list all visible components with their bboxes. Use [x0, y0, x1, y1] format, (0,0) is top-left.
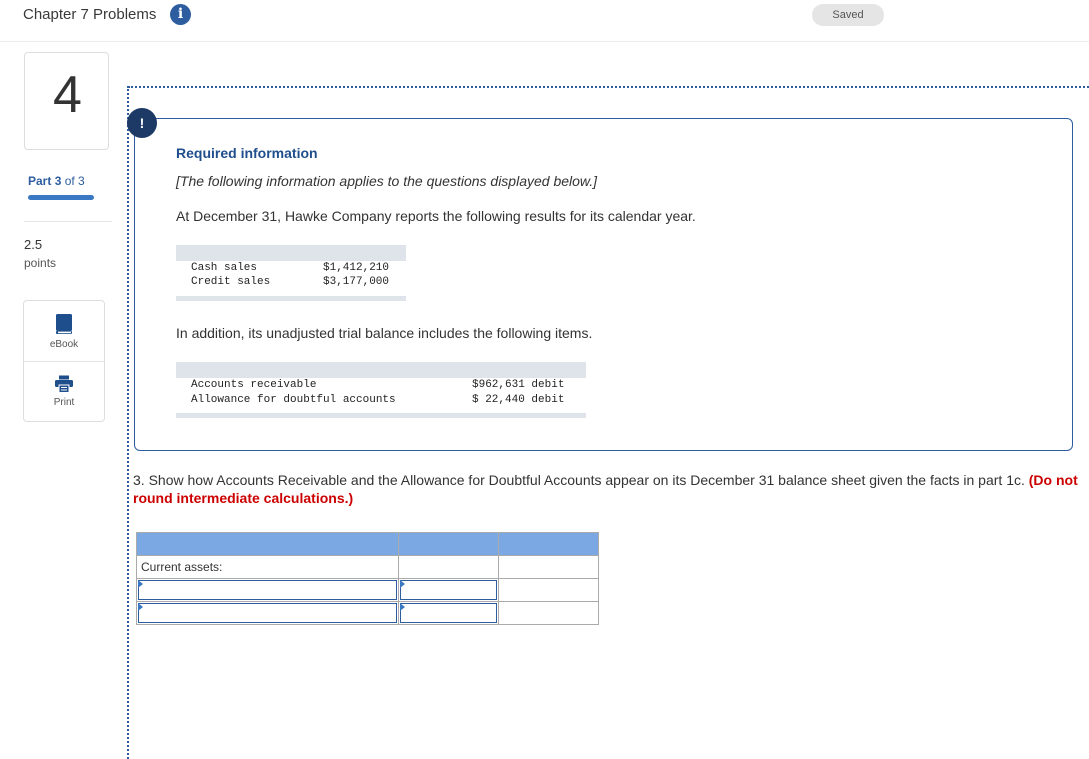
table-row [137, 579, 599, 602]
table-row: Credit sales $3,177,000 [191, 276, 390, 288]
tools-panel [23, 300, 105, 422]
amount-input[interactable] [400, 580, 497, 600]
applies-note: [The following information applies to the questions displayed below.] [176, 173, 598, 189]
part-indicator [28, 174, 85, 188]
ebook-button[interactable] [24, 313, 104, 350]
table-row: Cash sales $1,412,210 [191, 262, 390, 274]
saved-status-button[interactable]: Saved [812, 4, 884, 26]
print-label: Print [53, 397, 75, 408]
points-value: 2.5 [24, 237, 43, 252]
table-row: Accounts receivable $962,631 debit [191, 379, 565, 391]
page-title: Chapter 7 Problems [23, 6, 157, 23]
question-number-box [24, 52, 109, 150]
tools-divider [24, 361, 104, 362]
table-row: Allowance for doubtful accounts $ 22,440 debit [191, 394, 565, 406]
sidebar-divider [24, 221, 112, 222]
intro2-text: In addition, its unadjusted trial balance includes the following items. [176, 325, 593, 341]
question-emphasis: (Do not round intermediate calculations.) [133, 472, 1078, 506]
top-header [0, 0, 1089, 42]
dropdown-indicator-icon [138, 603, 143, 611]
table-row [137, 602, 599, 625]
grid-header-row [137, 533, 599, 556]
part-current: 3 [54, 174, 62, 188]
question-body: 3. Show how Accounts Receivable and the Allowance for Doubtful Accounts appear on its December 31 balance sheet given the facts in part 1c. [133, 472, 1025, 488]
dropdown-indicator-icon [400, 580, 405, 588]
account-name-input[interactable] [138, 580, 397, 600]
trial-balance-table [176, 362, 586, 419]
part-prefix: Part [28, 174, 52, 188]
answer-grid [136, 532, 599, 625]
dropdown-indicator-icon [400, 603, 405, 611]
required-info-title: Required information [176, 145, 318, 161]
part-progress-bar [28, 195, 94, 200]
part-total: of 3 [64, 174, 85, 188]
print-button[interactable] [24, 375, 104, 408]
alert-icon: ! [127, 108, 157, 138]
table-row [137, 556, 599, 579]
ebook-label: eBook [49, 339, 79, 350]
dropdown-indicator-icon [138, 580, 143, 588]
points-label: points [24, 256, 57, 270]
content-left-guide [127, 86, 129, 759]
question-text [133, 471, 1078, 507]
amount-input[interactable] [400, 603, 497, 623]
book-icon [55, 313, 73, 335]
info-icon[interactable]: i [170, 4, 191, 25]
account-name-input[interactable] [138, 603, 397, 623]
printer-icon [54, 375, 74, 393]
question-number: 4 [53, 66, 82, 124]
current-assets-label: Current assets: [137, 556, 399, 579]
sales-table [176, 245, 406, 302]
content-top-guide [128, 86, 1089, 88]
intro-text: At December 31, Hawke Company reports the following results for its calendar year. [176, 208, 696, 224]
